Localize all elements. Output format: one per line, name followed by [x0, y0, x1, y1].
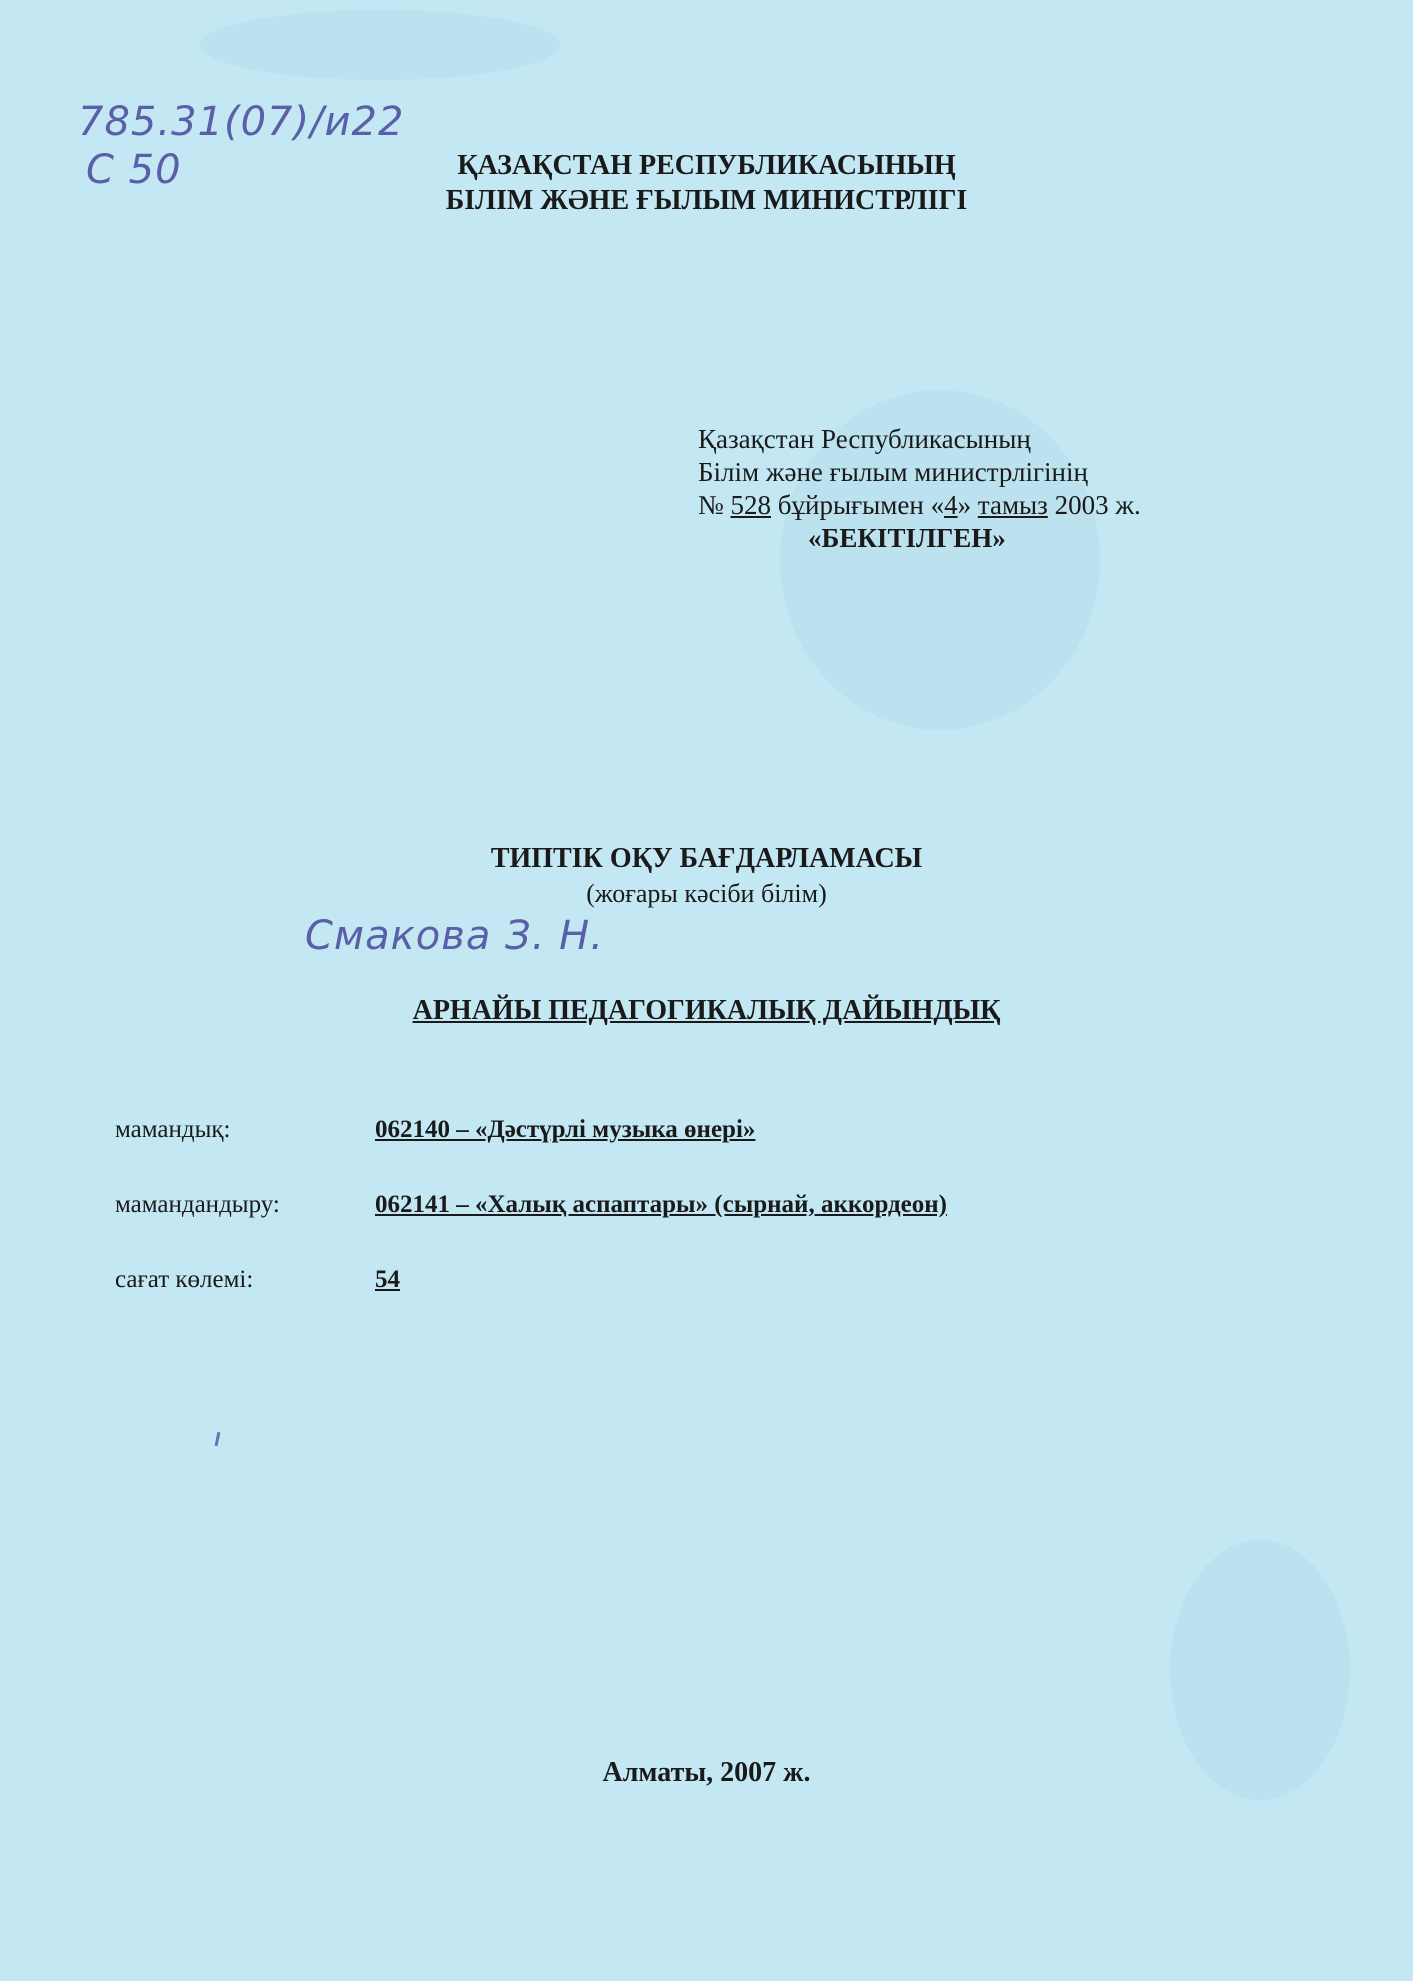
- order-number: 528: [730, 490, 772, 520]
- discipline-title: АРНАЙЫ ПЕДАГОГИКАЛЫҚ ДАЙЫНДЫҚ: [412, 995, 1001, 1026]
- approved-stamp: «БЕКІТІЛГЕН»: [808, 523, 1006, 553]
- approval-line1: Қазақстан Республикасының: [698, 424, 1031, 454]
- program-title: ТИПТІК ОҚУ БАҒДАРЛАМАСЫ: [490, 843, 923, 874]
- ministry-line2: БІЛІМ ЖӘНЕ ҒЫЛЫМ МИНИСТРЛІГІ: [445, 185, 968, 216]
- scan-blotch: [200, 10, 560, 80]
- ministry-header: [0, 148, 1413, 218]
- handwritten-author-name: Смакова З. Н.: [305, 913, 604, 959]
- order-day: 4: [944, 490, 958, 520]
- detail-value: 54: [375, 1266, 400, 1293]
- pen-mark: [215, 1432, 221, 1446]
- detail-label: сағат көлемі:: [115, 1266, 254, 1293]
- order-prefix: №: [698, 490, 731, 520]
- order-month: тамыз: [977, 490, 1048, 520]
- approval-block: [698, 423, 1141, 555]
- program-subtitle: (жоғары кәсіби білім): [586, 879, 827, 908]
- approval-line2: Білім және ғылым министрлігінің: [698, 457, 1088, 487]
- handwritten-code-line1: 785.31(07)/и22: [78, 99, 405, 145]
- order-year: 2003 ж.: [1047, 490, 1141, 520]
- detail-value: 062140 – «Дәстүрлі музыка өнері»: [375, 1116, 756, 1143]
- detail-label: мамандандыру:: [115, 1191, 280, 1218]
- detail-value: 062141 – «Халық аспаптары» (сырнай, аккордеон): [375, 1191, 947, 1218]
- handwritten-code-line2: С 50: [86, 147, 182, 193]
- approval-order-line: [698, 489, 1141, 522]
- order-mid: »: [957, 490, 978, 520]
- detail-label: мамандық:: [115, 1116, 231, 1143]
- order-text: бұйрығымен «: [771, 490, 945, 520]
- ministry-line1: ҚАЗАҚСТАН РЕСПУБЛИКАСЫНЫҢ: [457, 150, 956, 181]
- city-year: Алматы, 2007 ж.: [602, 1757, 811, 1788]
